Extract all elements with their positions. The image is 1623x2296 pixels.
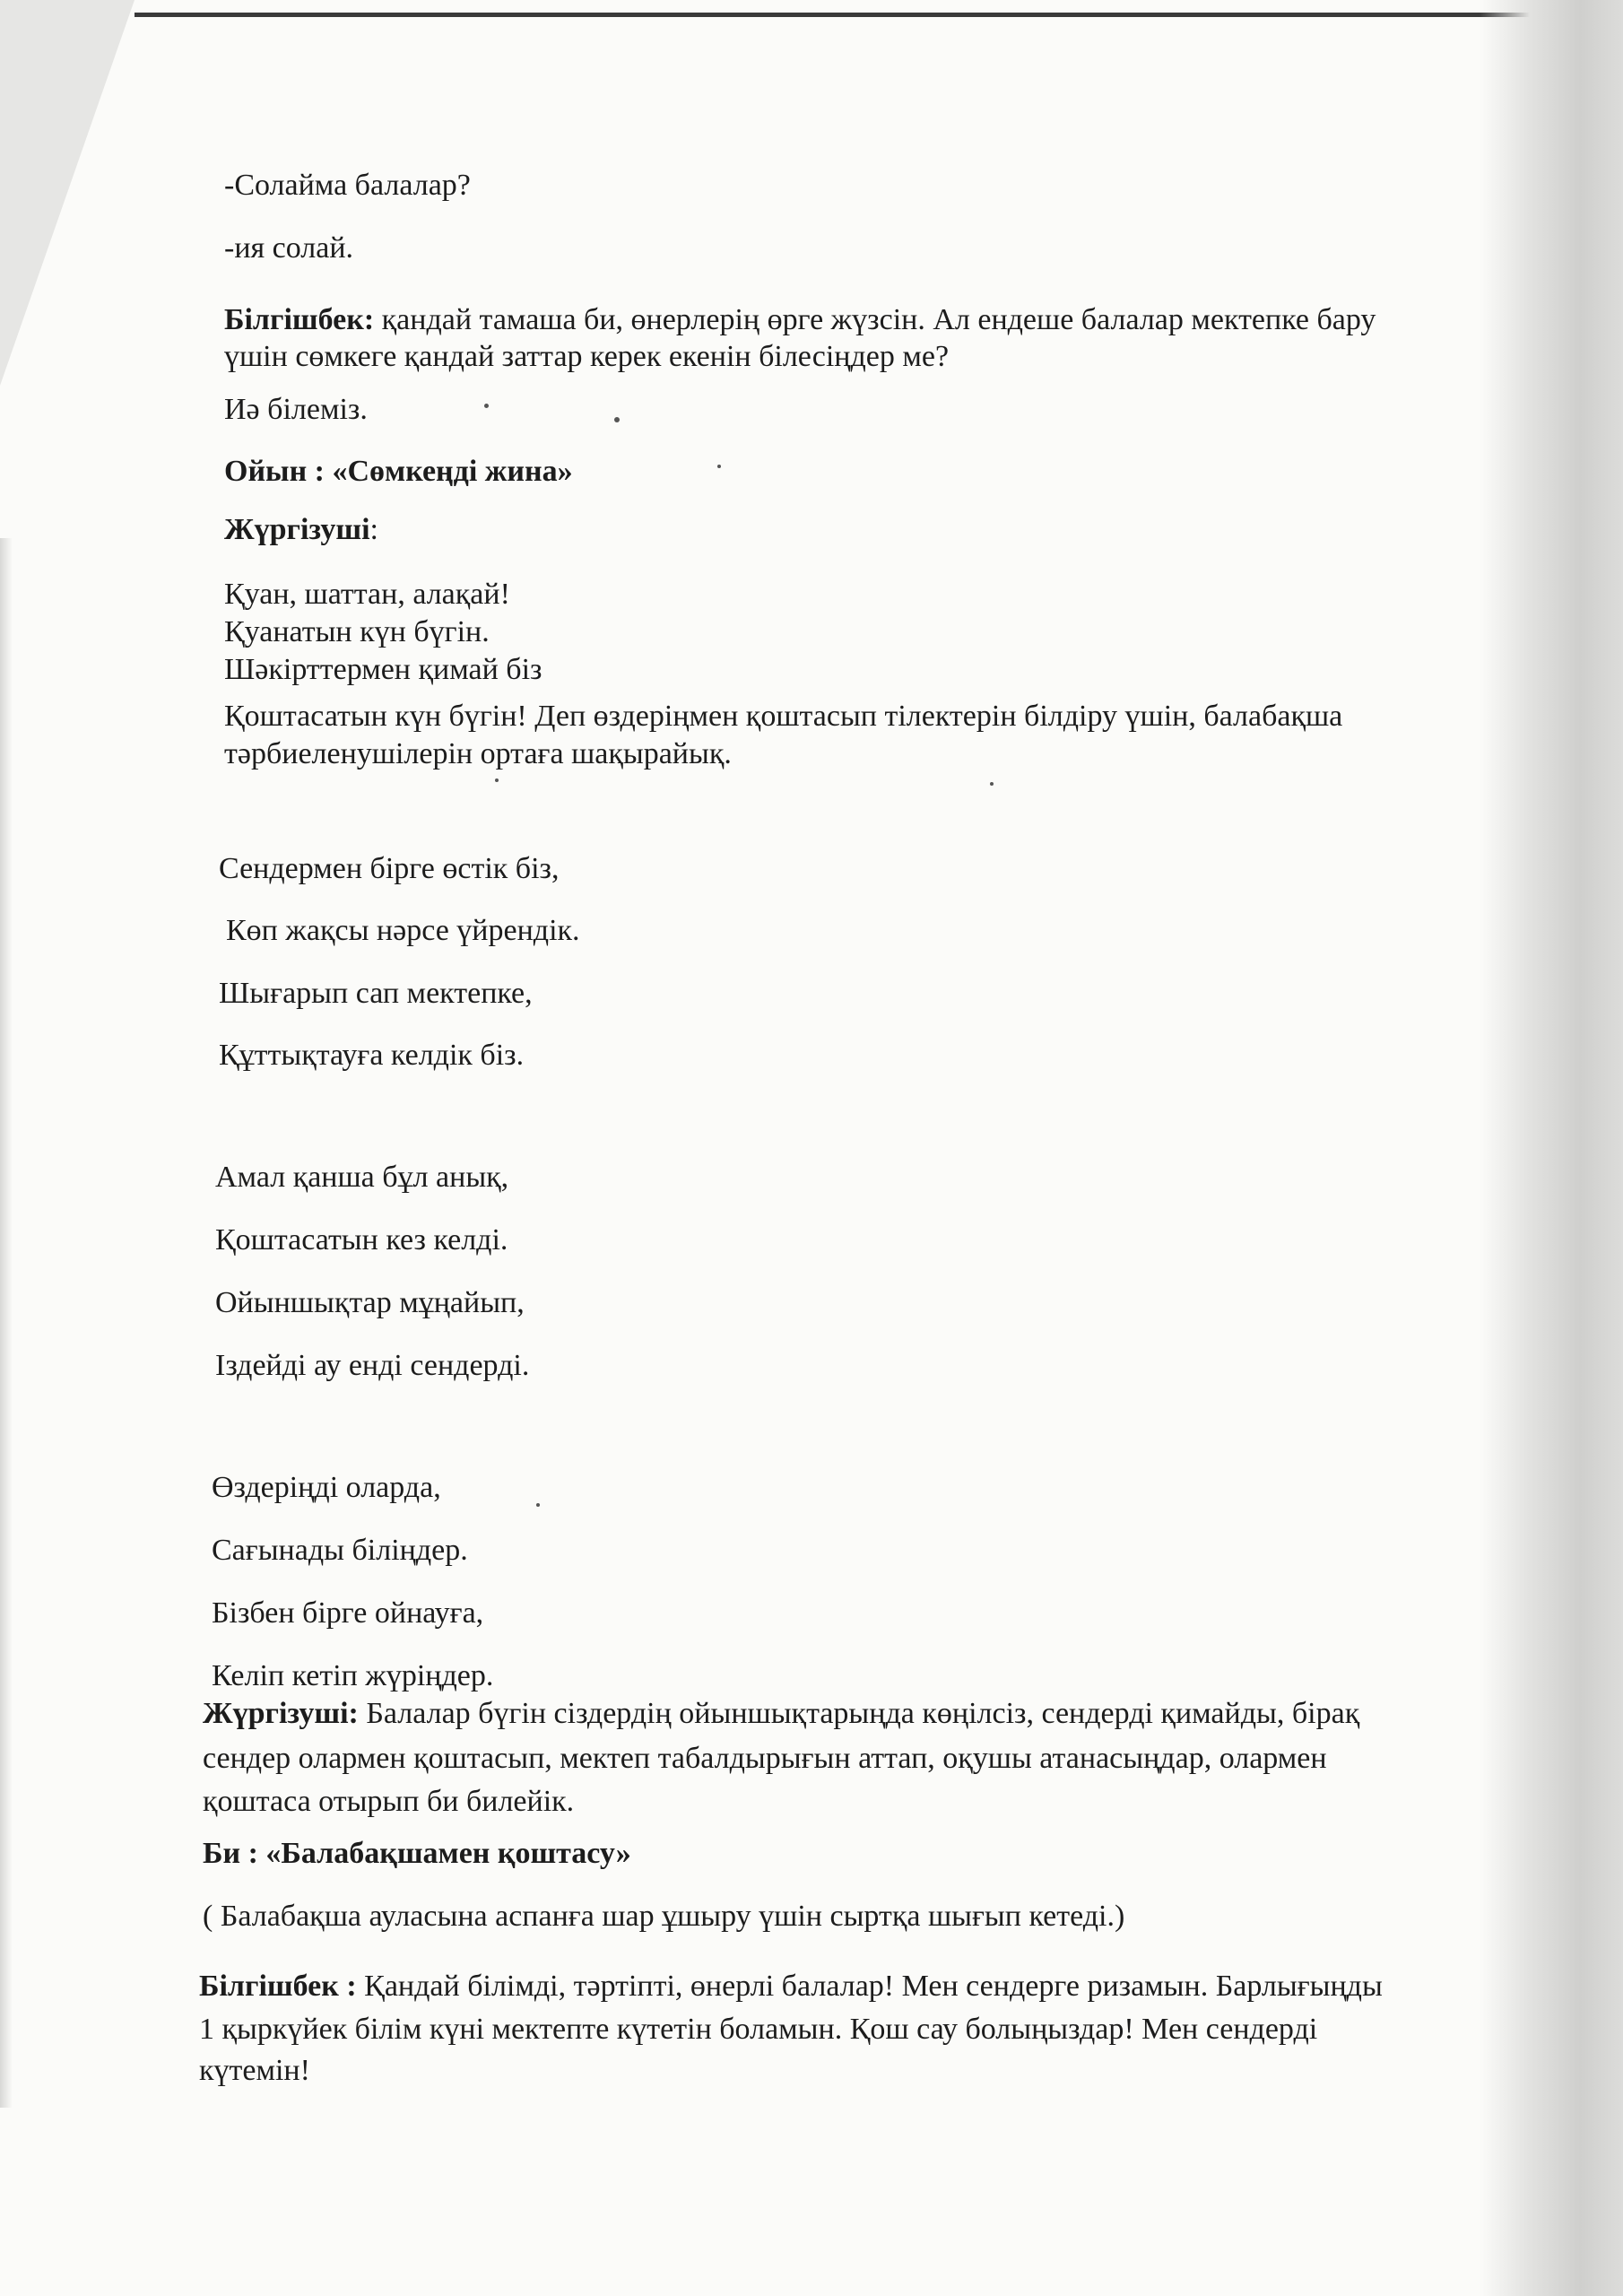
text-line: қоштаса отырып би билейік. (203, 1785, 575, 1818)
text-line: күтемін! (199, 2054, 310, 2087)
text-line: тәрбиеленушілерін ортаға шақырайық. (224, 737, 732, 770)
poem-line: Іздейді ау енді сендерді. (215, 1349, 530, 1382)
poem-line: Қоштасатын кез келді. (215, 1223, 508, 1257)
poem-line: Амал қанша бұл анық, (215, 1161, 509, 1194)
text-line: -Солайма балалар? (224, 169, 471, 202)
speaker-name: Жүргізуші: (203, 1697, 359, 1730)
poem-line: Қуанатын күн бүгін. (224, 615, 490, 648)
poem-line: Шығарып сап мектепке, (219, 977, 533, 1010)
text-line: Қоштасатын күн бүгін! Деп өздеріңмен қоштасып тілектерін білдіру үшін, балабақша (224, 700, 1343, 733)
scan-speck (990, 782, 994, 786)
text-line: -ия солай. (224, 231, 354, 265)
scan-speck (536, 1503, 540, 1507)
dialogue-line: Жүргізуші: (224, 513, 378, 546)
text-line: 1 қыркүйек білім күні мектепте күтетін боламын. Қош сау болыңыздар! Мен сендерді (199, 2013, 1318, 2046)
poem-line: Бізбен бірге ойнауға, (212, 1596, 484, 1630)
section-heading: Ойын : «Сөмкеңді жина» (224, 455, 573, 488)
section-heading: Би : «Балабақшамен қоштасу» (203, 1837, 631, 1870)
poem-line: Қуан, шаттан, алақай! (224, 578, 510, 611)
dialogue-line: Білгішбек : Қандай білімді, тәртіпті, өнерлі балалар! Мен сендерге ризамын. Барлығыңды (199, 1970, 1383, 2003)
poem-line: Келіп кетіп жүріңдер. (212, 1659, 494, 1692)
text-line: үшін сөмкеге қандай заттар керек екенін білесіңдер ме? (224, 340, 950, 373)
scan-speck (484, 404, 489, 408)
scan-speck (717, 465, 721, 468)
poem-line: Өздеріңді оларда, (212, 1471, 441, 1504)
poem-line: Құттықтауға келдік біз. (219, 1039, 525, 1072)
scan-speck (495, 778, 499, 782)
dialogue-line: Білгішбек: қандай тамаша би, өнерлерің өрге жүзсін. Ал ендеше балалар мектепке бару (224, 303, 1376, 336)
poem-line: Шәкірттермен қимай біз (224, 653, 542, 686)
stage-direction: ( Балабақша ауласына аспанға шар ұшыру үшін сыртқа шығып кетеді.) (203, 1900, 1125, 1933)
poem-line: Көп жақсы нәрсе үйрендік. (226, 914, 580, 947)
text-line: сендер олармен қоштасып, мектеп табалдырығын аттап, оқушы атанасыңдар, олармен (203, 1742, 1327, 1775)
scan-right-shadow (1480, 0, 1623, 2296)
scan-top-edge (135, 13, 1623, 17)
speaker-name: Жүргізуші (224, 513, 370, 546)
dialogue-line: Жүргізуші: Балалар бүгін сіздердің ойыншықтарыңда көңілсіз, сендерді қимайды, бірақ (203, 1697, 1360, 1730)
scan-speck (614, 417, 620, 422)
speaker-name: Білгішбек : (199, 1970, 357, 2003)
poem-line: Сағынады біліңдер. (212, 1534, 468, 1567)
page-fold-shadow (0, 0, 135, 386)
text-line: Иә білеміз. (224, 393, 368, 426)
speaker-name: Білгішбек: (224, 303, 375, 336)
poem-line: Ойыншықтар мұңайып, (215, 1286, 525, 1319)
scan-left-shadow (0, 538, 13, 2108)
poem-line: Сендермен бірге өстік біз, (219, 852, 560, 885)
